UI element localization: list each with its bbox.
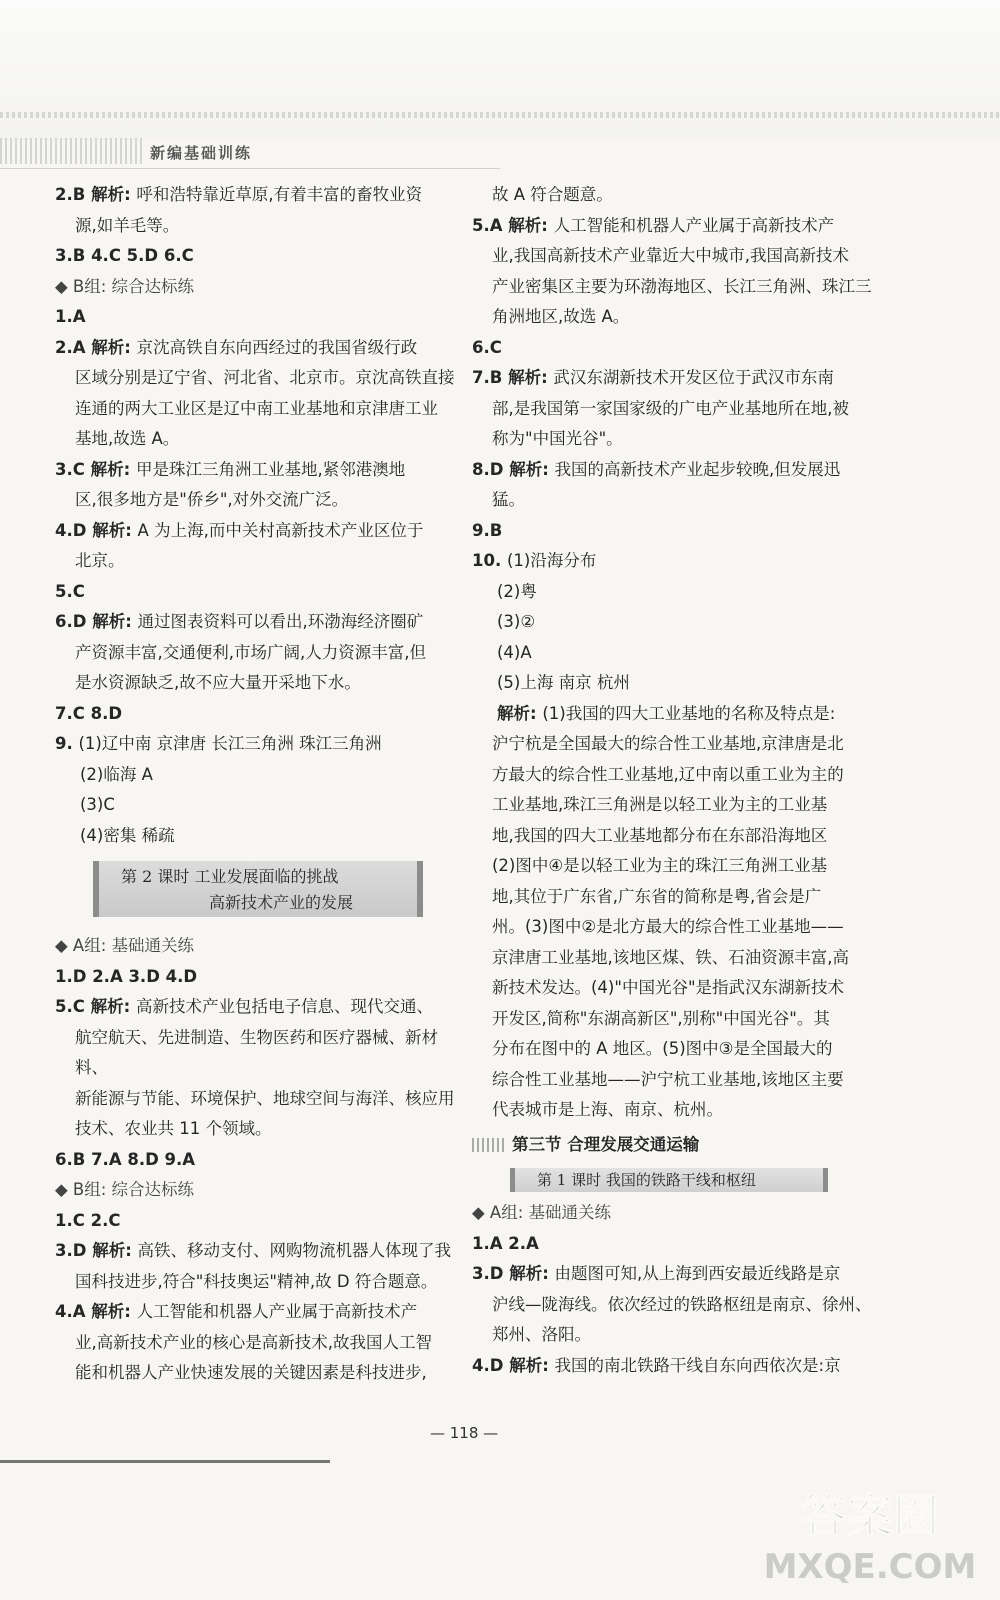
answer-line: 1.C 2.C — [55, 1210, 121, 1230]
answer-text: 呼和浩特靠近草原,有着丰富的畜牧业资 — [136, 185, 423, 204]
answer-text-line: 航空航天、先进制造、生物医药和医疗器械、新材料、 — [75, 1027, 438, 1077]
analysis-label: 解析: — [509, 1264, 555, 1283]
group-heading: ◆ B组: 综合达标练 — [55, 1180, 195, 1199]
answer-line: 6.C — [472, 337, 502, 357]
answer-text: 京沈高铁自东向西经过的我国省级行政 — [136, 337, 418, 357]
answer-line: 5.C — [55, 581, 85, 601]
answer-line: 9.B — [472, 520, 503, 540]
watermark-line1: 答案圈 — [801, 1489, 939, 1543]
answer-number: 3.D — [55, 1241, 93, 1260]
left-answers-part2 — [55, 931, 455, 1389]
answer-text: 高新技术产业包括电子信息、现代交通、 — [135, 997, 433, 1016]
answer-number: 7.B — [472, 368, 509, 387]
analysis-label: 解析: — [91, 1302, 137, 1321]
page-top-area — [0, 0, 1000, 140]
answer-text-line: (2)粤 — [497, 581, 537, 601]
answer-item — [472, 699, 872, 730]
lesson-2-title-line1: 第 2 课时 工业发展面临的挑战 — [121, 867, 339, 886]
answer-text-line: 部,是我国第一家国家级的广电产业基地所在地,被 — [492, 398, 849, 418]
answer-text: 我国的南北铁路干线自东向西依次是:京 — [554, 1355, 841, 1375]
analysis-label: 解析: — [90, 459, 136, 479]
watermark-line2: MXQE.COM — [763, 1547, 977, 1587]
answer-item — [472, 211, 872, 242]
answer-text: 武汉东湖新技术开发区位于武汉市东南 — [553, 368, 834, 387]
answer-text-line: (3)C — [80, 795, 115, 814]
answer-text-line: 新能源与节能、环境保护、地球空间与海洋、核应用 — [75, 1088, 455, 1108]
answer-text: A 为上海,而中关村高新技术产业区位于 — [137, 520, 424, 540]
answer-item — [55, 455, 455, 486]
answer-item — [472, 455, 872, 486]
answer-text-line: (4)密集 稀疏 — [80, 825, 175, 845]
answer-item — [55, 1297, 455, 1328]
answer-text-line: 技术、农业共 11 个领域。 — [75, 1119, 272, 1138]
answer-text-line: (5)上海 南京 杭州 — [497, 673, 630, 692]
answer-number: 10. — [472, 551, 507, 570]
answer-text: (1)辽中南 京津唐 长江三角洲 珠江三角洲 — [78, 734, 382, 753]
section-3-heading — [472, 1130, 872, 1161]
answer-number: 4.A — [55, 1302, 92, 1321]
analysis-label: 解析: — [508, 368, 554, 387]
answer-number: 8.D — [472, 459, 510, 479]
analysis-label: 解析: — [92, 612, 138, 631]
answer-line: 3.B 4.C 5.D 6.C — [55, 246, 194, 265]
answer-text-line: 产业密集区主要为环渤海地区、长江三角洲、珠江三 — [492, 276, 872, 296]
answer-text: 甲是珠江三角洲工业基地,紧邻港澳地 — [135, 459, 406, 479]
right-answers-part1 — [472, 180, 872, 1126]
group-heading: ◆ B组: 综合达标练 — [55, 276, 195, 296]
analysis-label: 解析: — [92, 1241, 138, 1260]
answer-item — [55, 992, 455, 1023]
section-3-title: 第三节 合理发展交通运输 — [512, 1134, 700, 1154]
answer-number: 5.C — [55, 997, 91, 1016]
left-column — [55, 180, 455, 1389]
bottom-rule — [0, 1460, 330, 1463]
analysis-label: 解析: — [91, 337, 137, 357]
watermark-logo — [760, 1470, 980, 1590]
answer-number: 2.A — [55, 337, 92, 357]
answer-item — [55, 729, 455, 760]
answer-text-line: 产资源丰富,交通便利,市场广阔,人力资源丰富,但 — [75, 642, 426, 662]
analysis-label: 解析: — [508, 215, 554, 235]
answer-text: (1)我国的四大工业基地的名称及特点是: — [542, 703, 836, 723]
analysis-label: 解析: — [92, 520, 138, 540]
analysis-label: 解析: — [90, 997, 136, 1016]
answer-text-line: 角洲地区,故选 A。 — [492, 307, 630, 326]
answer-line: 6.B 7.A 8.D 9.A — [55, 1149, 196, 1169]
answer-text-line: 沪线—陇海线。依次经过的铁路枢纽是南京、徐州、 — [492, 1294, 872, 1314]
answer-line: 1.A 2.A — [472, 1233, 539, 1253]
answer-number: 5.A — [472, 215, 509, 235]
answer-text-line: 能和机器人产业快速发展的关键因素是科技进步, — [75, 1363, 427, 1382]
left-answers-part1 — [55, 180, 455, 851]
answer-text-line: (2)图中④是以轻工业为主的珠江三角洲工业基 — [492, 856, 828, 875]
answer-number: 3.C — [55, 459, 91, 479]
answer-item — [472, 1259, 872, 1290]
answer-text-line: 地,我国的四大工业基地都分布在东部沿海地区 — [492, 825, 828, 845]
answer-item — [55, 516, 455, 547]
answer-text-line: 代表城市是上海、南京、杭州。 — [492, 1100, 723, 1119]
lesson-2-banner — [93, 861, 423, 917]
continued-line: 故 A 符合题意。 — [492, 185, 613, 204]
analysis-label: 解析: — [509, 459, 555, 479]
answer-text-line: 方最大的综合性工业基地,辽中南以重工业为主的 — [492, 764, 844, 784]
answer-item — [55, 1236, 455, 1267]
analysis-label: 解析: — [509, 1355, 555, 1375]
right-answers-part2 — [472, 1198, 872, 1381]
answer-item — [55, 333, 455, 364]
answer-text-line: 北京。 — [75, 551, 125, 570]
answer-text-line: 分布在图中的 A 地区。(5)图中③是全国最大的 — [492, 1039, 833, 1058]
answer-text-line: 业,我国高新技术产业靠近大中城市,我国高新技术 — [492, 246, 849, 265]
answer-text-line: 业,高新技术产业的核心是高新技术,故我国人工智 — [75, 1332, 432, 1352]
group-heading: ◆ A组: 基础通关练 — [55, 936, 195, 955]
lesson-2-title-line2: 高新技术产业的发展 — [209, 893, 354, 912]
header-dots — [0, 138, 145, 164]
header-title: 新编基础训练 — [150, 144, 253, 162]
right-column — [472, 180, 872, 1381]
analysis-label: 解析: — [497, 703, 543, 723]
answer-text-line: 是水资源缺乏,故不应大量开采地下水。 — [75, 673, 361, 692]
answer-text-line: 工业基地,珠江三角洲是以轻工业为主的工业基 — [492, 795, 828, 814]
answer-text-line: 地,其位于广东省,广东省的简称是粤,省会是广 — [492, 886, 822, 906]
answer-text-line: 州。(3)图中②是北方最大的综合性工业基地—— — [492, 917, 844, 936]
section-bars-icon — [472, 1138, 506, 1152]
answer-item — [55, 607, 455, 638]
answer-number: 4.D — [55, 520, 93, 540]
answer-text-line: 区,很多地方是"侨乡",对外交流广泛。 — [75, 490, 349, 509]
answer-text: 高铁、移动支付、网购物流机器人体现了我 — [137, 1241, 452, 1260]
answer-text-line: (4)A — [497, 642, 532, 662]
answer-text: 我国的高新技术产业起步较晚,但发展迅 — [554, 459, 841, 479]
answer-text-line: 开发区,简称"东湖高新区",别称"中国光谷"。其 — [492, 1008, 830, 1028]
answer-item — [472, 546, 872, 577]
answer-text-line: 国科技进步,符合"科技奥运"精神,故 D 符合题意。 — [75, 1271, 438, 1291]
answer-item — [55, 180, 455, 211]
answer-text: 人工智能和机器人产业属于高新技术产 — [553, 215, 835, 235]
answer-text: 人工智能和机器人产业属于高新技术产 — [136, 1302, 418, 1321]
answer-text-line: 源,如羊毛等。 — [75, 215, 180, 235]
answer-text-line: 沪宁杭是全国最大的综合性工业基地,京津唐是北 — [492, 734, 844, 753]
answer-text: 由题图可知,从上海到西安最近线路是京 — [554, 1264, 841, 1283]
answer-number: 3.D — [472, 1264, 510, 1283]
group-heading: ◆ A组: 基础通关练 — [472, 1203, 612, 1222]
answer-text-line: 基地,故选 A。 — [75, 429, 180, 448]
answer-text-line: 称为"中国光谷"。 — [492, 429, 623, 448]
answer-item — [472, 363, 872, 394]
page-number: — 118 — — [430, 1424, 499, 1442]
answer-text-line: 新技术发达。(4)"中国光谷"是指武汉东湖新技术 — [492, 978, 845, 997]
answer-line: 1.D 2.A 3.D 4.D — [55, 966, 198, 986]
answer-line: 1.A — [55, 307, 86, 326]
answer-text-line: 猛。 — [492, 490, 525, 509]
answer-text-line: 连通的两大工业区是辽中南工业基地和京津唐工业 — [75, 398, 438, 418]
answer-text-line: 区域分别是辽宁省、河北省、北京市。京沈高铁直接 — [75, 368, 455, 387]
answer-text-line: 郑州、洛阳。 — [492, 1325, 591, 1344]
analysis-label: 解析: — [91, 185, 137, 204]
section-3-lesson-banner: 第 1 课时 我国的铁路干线和枢纽 — [510, 1168, 828, 1192]
answer-text: 通过图表资料可以看出,环渤海经济圈矿 — [137, 612, 424, 631]
answer-number: 4.D — [472, 1355, 510, 1375]
answer-text-line: 综合性工业基地——沪宁杭工业基地,该地区主要 — [492, 1069, 844, 1089]
answer-text-line: (3)② — [497, 612, 536, 631]
answer-text-line: (2)临海 A — [80, 764, 153, 784]
header-band — [0, 112, 1000, 118]
answer-number: 9. — [55, 734, 79, 753]
answer-line: 7.C 8.D — [55, 703, 123, 723]
answer-item — [472, 1351, 872, 1382]
answer-text-line: 京津唐工业基地,该地区煤、铁、石油资源丰富,高 — [492, 947, 849, 967]
header-divider — [0, 168, 500, 169]
answer-text: (1)沿海分布 — [506, 551, 597, 570]
answer-number: 2.B — [55, 185, 92, 204]
answer-number: 6.D — [55, 612, 93, 631]
